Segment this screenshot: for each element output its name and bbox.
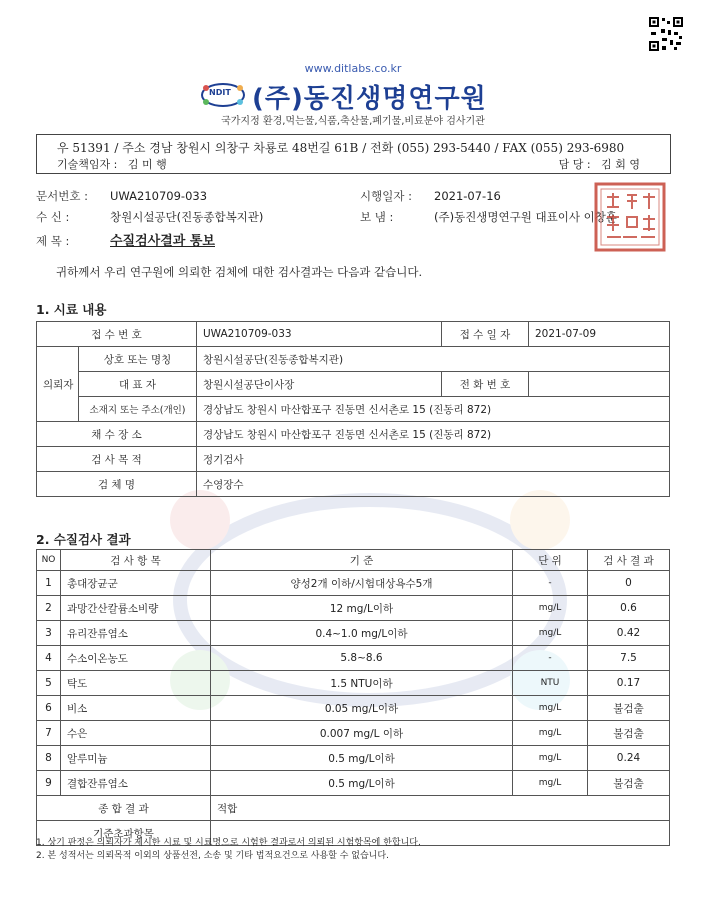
col-header-standard: 기 준 [211,550,513,571]
technical-manager-name: 김 미 행 [127,158,167,171]
official-seal-stamp [593,181,667,253]
footnote-1: 1. 상기 판정은 의뢰자가 제시한 시료 및 시료명으로 시험한 결과로서 의뢰된 시험항목에 한합니다. [36,838,421,848]
row-item: 수소이온농도 [61,646,211,671]
technical-manager-label: 기술책임자 : [57,158,118,171]
footnote-2: 2. 본 성적서는 의뢰목적 이외의 상품선전, 소송 및 기타 법적요건으로 사용할 수 없습니다. [36,851,389,861]
contact-name: 김 회 영 [601,158,640,171]
table-row [37,571,670,596]
row-item: 결합잔류염소 [61,771,211,796]
sample-info-table [36,321,670,497]
row-no: 4 [37,646,61,671]
row-result: 불검출 [588,771,670,796]
sample-place-value: 경상남도 창원시 마산합포구 진동면 신서촌로 15 (진동리 872) [197,422,670,447]
footnotes [36,837,421,863]
overall-result-label: 종 합 결 과 [37,796,211,821]
row-standard: 0.5 mg/L이하 [211,771,513,796]
client-label: 의뢰자 [37,347,79,422]
representative-value: 창원시설공단이사장 [197,372,442,397]
recipient-label: 수 신 : [36,210,70,224]
contact-person [559,156,640,172]
qr-code [648,16,684,52]
website-url[interactable]: www.ditlabs.co.kr [304,62,402,75]
row-unit: mg/L [513,596,588,621]
row-item: 수은 [61,721,211,746]
row-no: 3 [37,621,61,646]
row-no: 5 [37,671,61,696]
row-item: 탁도 [61,671,211,696]
row-no: 6 [37,696,61,721]
row-unit: mg/L [513,696,588,721]
row-unit: - [513,646,588,671]
row-item: 비소 [61,696,211,721]
doc-number-label: 문서번호 : [36,189,88,203]
row-result: 불검출 [588,696,670,721]
section2-heading: 2. 수질검사 결과 [36,532,131,547]
recipient [36,209,263,225]
representative-label: 대 표 자 [79,372,197,397]
row-unit: NTU [513,671,588,696]
col-header-no: NO [37,550,61,571]
receipt-date-value: 2021-07-09 [529,322,670,347]
section1-heading: 1. 시료 내용 [36,302,107,317]
row-result: 0.42 [588,621,670,646]
org-name: (주)동진생명연구원 [252,84,487,114]
row-result: 7.5 [588,646,670,671]
row-standard: 0.007 mg/L 이하 [211,721,513,746]
client-address-value: 경상남도 창원시 마산합포구 진동면 신서촌로 15 (진동리 872) [197,397,670,422]
issue-date [360,188,501,204]
row-unit: mg/L [513,721,588,746]
row-unit: mg/L [513,771,588,796]
table-row [37,721,670,746]
col-header-unit: 단 위 [513,550,588,571]
sender [360,209,617,225]
logo-text: NDIT [209,88,231,97]
doc-number [36,188,207,204]
sample-place-label: 채 수 장 소 [37,422,197,447]
tagline: 국가지정 환경,먹는물,식품,축산물,폐기물,비료분야 검사기관 [221,116,485,127]
row-result: 0 [588,571,670,596]
table-row [37,771,670,796]
col-header-item: 검 사 항 목 [61,550,211,571]
table-row [37,596,670,621]
row-standard: 12 mg/L이하 [211,596,513,621]
row-result: 0.17 [588,671,670,696]
sample-name-value: 수영장수 [197,472,670,497]
row-no: 7 [37,721,61,746]
table-row [37,696,670,721]
row-unit: - [513,571,588,596]
table-row [37,621,670,646]
sender-value: (주)동진생명연구원 대표이사 이창훈 [434,210,617,224]
table-row [37,671,670,696]
row-item: 과망간산칼륨소비량 [61,596,211,621]
row-result: 0.24 [588,746,670,771]
subject [36,230,215,249]
row-standard: 0.4~1.0 mg/L이하 [211,621,513,646]
exceed-items-label: 기준초과항목 [37,821,211,846]
row-result: 0.6 [588,596,670,621]
row-standard: 양성2개 이하/시험대상욕수5개 [211,571,513,596]
phone-label: 전 화 번 호 [442,372,529,397]
sample-name-label: 검 체 명 [37,472,197,497]
row-item: 총대장균군 [61,571,211,596]
row-result: 불검출 [588,721,670,746]
client-address-label: 소재지 또는 주소(개인) [79,397,197,422]
row-no: 8 [37,746,61,771]
issue-date-value: 2021-07-16 [434,189,501,203]
table-row [37,646,670,671]
row-item: 유리잔류염소 [61,621,211,646]
row-no: 9 [37,771,61,796]
water-test-results-table [36,549,670,846]
table-row [37,746,670,771]
greeting-text: 귀하께서 우리 연구원에 의뢰한 검체에 대한 검사결과는 다음과 같습니다. [56,265,423,279]
row-no: 2 [37,596,61,621]
subject-label: 제 목 : [36,234,70,248]
org-logo [200,78,540,112]
issue-date-label: 시행일자 : [360,189,412,203]
purpose-label: 검 사 목 적 [37,447,197,472]
row-unit: mg/L [513,621,588,646]
row-item: 알루미늄 [61,746,211,771]
overall-result-value: 적합 [211,796,670,821]
row-standard: 5.8~8.6 [211,646,513,671]
phone-value [529,372,670,397]
recipient-value: 창원시설공단(진동종합복지관) [110,210,264,224]
client-name-value: 창원시설공단(진동종합복지관) [197,347,670,372]
col-header-result: 검 사 결 과 [588,550,670,571]
address-line: 우 51391 / 주소 경남 창원시 의창구 차룡로 48번길 61B / 전화 (055) 293-5440 / FAX (055) 293-6980 [57,141,625,155]
technical-manager [57,156,167,172]
row-no: 1 [37,571,61,596]
row-unit: mg/L [513,746,588,771]
contact-label: 담 당 : [558,158,591,171]
row-standard: 0.05 mg/L이하 [211,696,513,721]
row-standard: 0.5 mg/L이하 [211,746,513,771]
purpose-value: 정기검사 [197,447,670,472]
doc-number-value: UWA210709-033 [110,189,208,203]
receipt-no-value: UWA210709-033 [197,322,442,347]
client-name-label: 상호 또는 명칭 [79,347,197,372]
sender-label: 보 냄 : [360,210,394,224]
receipt-no-label: 접 수 번 호 [37,322,197,347]
address-box [36,134,671,174]
subject-value: 수질검사결과 통보 [110,234,215,249]
receipt-date-label: 접 수 일 자 [442,322,529,347]
row-standard: 1.5 NTU이하 [211,671,513,696]
